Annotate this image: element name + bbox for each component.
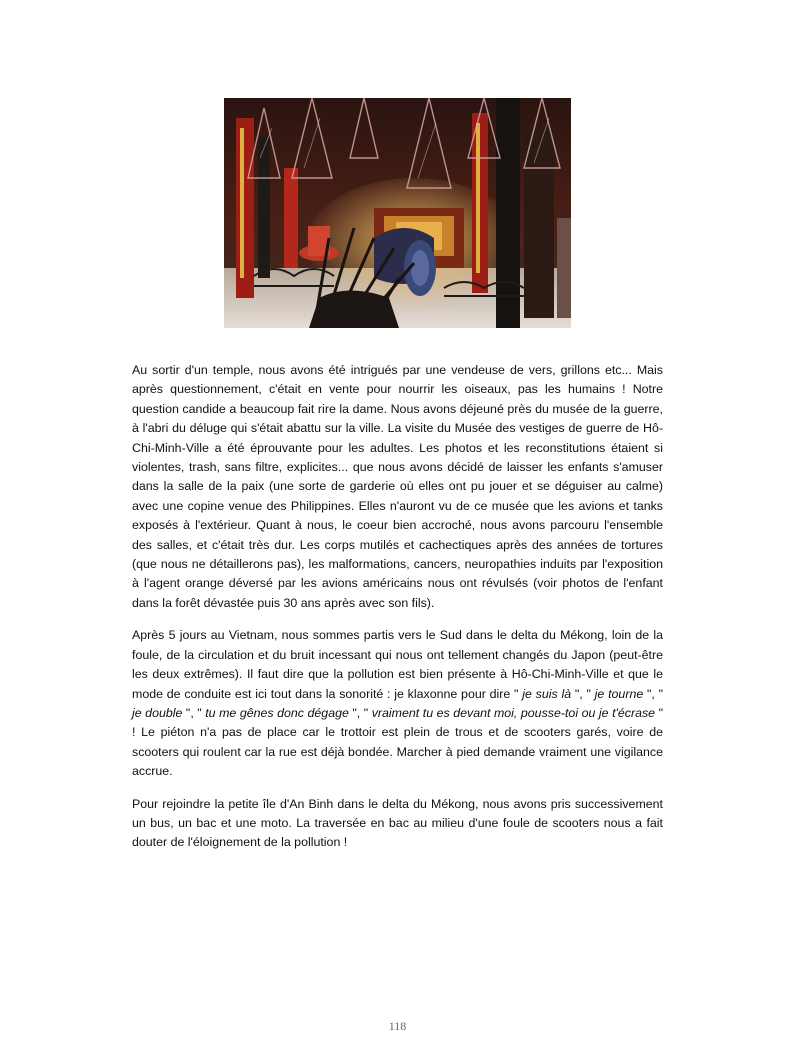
quote-separator: ", " — [352, 705, 369, 720]
page-number: 118 — [388, 1019, 407, 1033]
body-text — [132, 361, 663, 866]
temple-photo — [224, 98, 571, 328]
paragraph-temple-museum: Au sortir d'un temple, nous avons été intrigués par une vendeuse de vers, grillons etc... Mais après questionnement, c'était en vente pour nourrir les oiseaux, pas les humains ! Notre question candide a beaucoup fait rire la dame. Nous avons déjeuné près du musée de la guerre, à l'abri du déluge qui s'était abattu sur la ville. La visite du Musée des vestiges de guerre de Hô-Chi-Minh-Ville a été éprouvante pour les adultes. Les photos et les reconstitutions étaient si violentes, trash, sans filtre, explicites... que nous avons décidé de laisser les enfants s'amuser dans la salle de la paix (une sorte de garderie où elles ont pu jouer et se déguiser au calme) avec une copine venue des Philippines. Elles n'auront vu de ce musée que les avions et tanks exposés à l'extérieur. Quant à nous, le coeur bien accroché, nous avons parcouru l'ensemble des salles, et c'était très dur. Les corps mutilés et cachectiques après des années de tortures (que nous ne détaillerons pas), les malformations, cancers, neuropathies induits par l'exposition à l'agent orange déversé par les avions américains nous ont révulsés (voir photos de l'enfant dans la forêt dévastée puis 30 ans après avec son fils). — [132, 363, 663, 610]
quote-je-suis-la: je suis là — [518, 686, 575, 701]
paragraph-2-outro: " ! Le piéton n'a pas de place car le trottoir est plein de trous et de scooters garés, voire de scooters qui roulent car la rue est déjà bondée. Marcher à pied demande vraiment une vigilance accrue. — [132, 705, 664, 779]
quote-pousse-toi: vraiment tu es devant moi, pousse-toi ou je t'écrase — [368, 705, 659, 720]
paragraph-mekong-traffic — [132, 626, 663, 781]
quote-separator: ", " — [574, 686, 591, 701]
quote-degage: tu me gênes donc dégage — [201, 705, 353, 720]
quote-je-double: je double — [132, 705, 186, 720]
temple-photo-illustration — [224, 98, 571, 328]
paragraph-2-intro: Après 5 jours au Vietnam, nous sommes partis vers le Sud dans le delta du Mékong, loin de la foule, de la circulation et du bruit incessant qui nous ont tellement changés du Japon (peut-être les deux extrêmes). Il faut dire que la pollution est bien présente à Hô-Chi-Minh-Ville et que le mode de conduite est ici tout dans la sonorité : je klaxonne pour dire " — [132, 628, 663, 701]
quote-je-tourne: je tourne — [590, 686, 647, 701]
paragraph-an-binh: Pour rejoindre la petite île d'An Binh dans le delta du Mékong, nous avons pris successivement un bus, un bac et une moto. La traversée en bac au milieu d'une foule de scooters nous a fait douter de l'éloignement de la pollution ! — [132, 796, 663, 850]
quote-separator: ", " — [185, 705, 202, 720]
quote-separator: ", " — [647, 686, 664, 701]
